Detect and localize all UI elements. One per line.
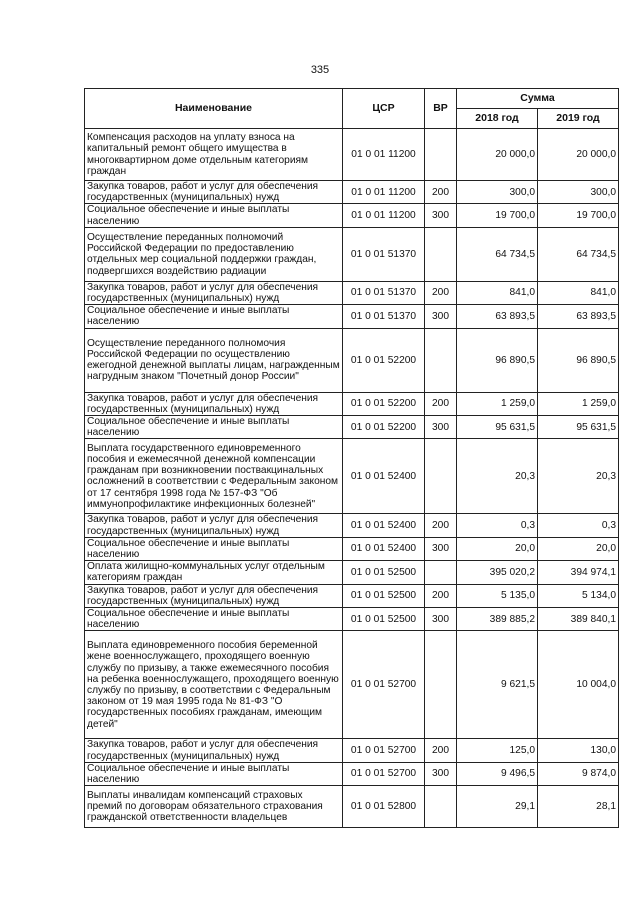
table-row xyxy=(85,181,619,204)
table-row xyxy=(85,305,619,328)
table-body xyxy=(85,129,619,828)
row-amount-2018: 64 734,5 xyxy=(457,227,538,281)
table-row xyxy=(85,392,619,415)
row-vr: 300 xyxy=(425,608,457,631)
header-year-2018: 2018 год xyxy=(457,109,538,129)
row-name: Социальное обеспечение и иные выплаты населению xyxy=(85,204,343,227)
row-amount-2019: 841,0 xyxy=(538,281,619,304)
row-vr: 300 xyxy=(425,537,457,560)
table-row xyxy=(85,584,619,607)
row-name: Осуществление переданных полномочий Российской Федерации по предоставлению отдельных мер социальной поддержки граждан, подвергшихся воздействию радиации xyxy=(85,227,343,281)
row-vr: 300 xyxy=(425,416,457,439)
table-row xyxy=(85,608,619,631)
row-name: Закупка товаров, работ и услуг для обеспечения государственных (муниципальных) нужд xyxy=(85,514,343,537)
row-amount-2019: 1 259,0 xyxy=(538,392,619,415)
row-amount-2019: 19 700,0 xyxy=(538,204,619,227)
row-amount-2018: 29,1 xyxy=(457,786,538,828)
table-row xyxy=(85,439,619,514)
row-csr: 01 0 01 52400 xyxy=(343,537,425,560)
row-amount-2019: 63 893,5 xyxy=(538,305,619,328)
row-csr: 01 0 01 52400 xyxy=(343,514,425,537)
row-amount-2019: 95 631,5 xyxy=(538,416,619,439)
row-name: Компенсация расходов на уплату взноса на капитальный ремонт общего имущества в многоквартирном доме отдельным категориям граждан xyxy=(85,129,343,181)
row-amount-2019: 10 004,0 xyxy=(538,631,619,739)
row-vr xyxy=(425,439,457,514)
table-row xyxy=(85,537,619,560)
row-csr: 01 0 01 52200 xyxy=(343,328,425,392)
header-year-2019: 2019 год xyxy=(538,109,619,129)
row-amount-2018: 300,0 xyxy=(457,181,538,204)
row-amount-2018: 125,0 xyxy=(457,739,538,762)
row-name: Социальное обеспечение и иные выплаты населению xyxy=(85,305,343,328)
row-csr: 01 0 01 52700 xyxy=(343,739,425,762)
table-row xyxy=(85,129,619,181)
row-name: Закупка товаров, работ и услуг для обеспечения государственных (муниципальных) нужд xyxy=(85,281,343,304)
row-amount-2018: 9 496,5 xyxy=(457,762,538,785)
table-row xyxy=(85,762,619,785)
row-name: Закупка товаров, работ и услуг для обеспечения государственных (муниципальных) нужд xyxy=(85,739,343,762)
row-name: Осуществление переданного полномочия Российской Федерации по осуществлению ежегодной денежной выплаты лицам, награжденным нагрудным знаком "Почетный донор России" xyxy=(85,328,343,392)
row-name: Социальное обеспечение и иные выплаты населению xyxy=(85,762,343,785)
row-csr: 01 0 01 11200 xyxy=(343,181,425,204)
row-csr: 01 0 01 52500 xyxy=(343,608,425,631)
row-amount-2018: 19 700,0 xyxy=(457,204,538,227)
page-number: 335 xyxy=(310,64,330,76)
row-amount-2019: 389 840,1 xyxy=(538,608,619,631)
row-amount-2019: 20,3 xyxy=(538,439,619,514)
row-vr xyxy=(425,631,457,739)
row-amount-2018: 96 890,5 xyxy=(457,328,538,392)
table-row xyxy=(85,227,619,281)
row-amount-2018: 841,0 xyxy=(457,281,538,304)
row-amount-2018: 20 000,0 xyxy=(457,129,538,181)
row-amount-2019: 5 134,0 xyxy=(538,584,619,607)
row-vr: 200 xyxy=(425,392,457,415)
table-row xyxy=(85,739,619,762)
row-amount-2019: 9 874,0 xyxy=(538,762,619,785)
row-vr xyxy=(425,328,457,392)
header-vr: ВР xyxy=(425,89,457,129)
row-name: Выплаты инвалидам компенсаций страховых премий по договорам обязательного страхования гражданской ответственности владельцев xyxy=(85,786,343,828)
table-row xyxy=(85,281,619,304)
row-vr: 200 xyxy=(425,514,457,537)
row-name: Оплата жилищно-коммунальных услуг отдельным категориям граждан xyxy=(85,561,343,584)
row-csr: 01 0 01 11200 xyxy=(343,204,425,227)
row-vr: 200 xyxy=(425,584,457,607)
row-csr: 01 0 01 52200 xyxy=(343,392,425,415)
row-csr: 01 0 01 51370 xyxy=(343,305,425,328)
row-amount-2019: 300,0 xyxy=(538,181,619,204)
row-amount-2019: 20 000,0 xyxy=(538,129,619,181)
row-vr xyxy=(425,227,457,281)
header-sum: Сумма xyxy=(457,89,619,109)
row-csr: 01 0 01 52500 xyxy=(343,584,425,607)
header-csr: ЦСР xyxy=(343,89,425,129)
row-csr: 01 0 01 52800 xyxy=(343,786,425,828)
row-name: Закупка товаров, работ и услуг для обеспечения государственных (муниципальных) нужд xyxy=(85,584,343,607)
row-csr: 01 0 01 52700 xyxy=(343,762,425,785)
row-amount-2018: 95 631,5 xyxy=(457,416,538,439)
row-name: Социальное обеспечение и иные выплаты населению xyxy=(85,416,343,439)
row-csr: 01 0 01 52500 xyxy=(343,561,425,584)
row-vr: 200 xyxy=(425,181,457,204)
row-vr xyxy=(425,786,457,828)
row-amount-2019: 64 734,5 xyxy=(538,227,619,281)
row-amount-2018: 0,3 xyxy=(457,514,538,537)
row-vr xyxy=(425,129,457,181)
row-csr: 01 0 01 52700 xyxy=(343,631,425,739)
row-amount-2019: 96 890,5 xyxy=(538,328,619,392)
row-amount-2018: 63 893,5 xyxy=(457,305,538,328)
row-amount-2018: 20,0 xyxy=(457,537,538,560)
row-csr: 01 0 01 51370 xyxy=(343,281,425,304)
row-amount-2019: 130,0 xyxy=(538,739,619,762)
budget-table xyxy=(84,88,619,828)
row-amount-2018: 1 259,0 xyxy=(457,392,538,415)
row-name: Закупка товаров, работ и услуг для обеспечения государственных (муниципальных) нужд xyxy=(85,392,343,415)
row-amount-2018: 9 621,5 xyxy=(457,631,538,739)
table-row xyxy=(85,561,619,584)
table-row xyxy=(85,416,619,439)
table-row xyxy=(85,328,619,392)
row-amount-2018: 20,3 xyxy=(457,439,538,514)
row-name: Выплата единовременного пособия беременной жене военнослужащего, проходящего военную службу по призыву, а также ежемесячного пособия на ребенка военнослужащего, проходящего военную службу по призыву, в соответствии с Федеральным законом от 19 мая 1995 года № 81-ФЗ "О государственных пособиях гражданам, имеющим детей" xyxy=(85,631,343,739)
table-row xyxy=(85,786,619,828)
row-csr: 01 0 01 51370 xyxy=(343,227,425,281)
row-vr: 300 xyxy=(425,762,457,785)
row-amount-2019: 0,3 xyxy=(538,514,619,537)
row-vr: 200 xyxy=(425,281,457,304)
row-vr: 200 xyxy=(425,739,457,762)
table-row xyxy=(85,514,619,537)
table-row xyxy=(85,631,619,739)
row-csr: 01 0 01 52200 xyxy=(343,416,425,439)
row-amount-2018: 389 885,2 xyxy=(457,608,538,631)
row-csr: 01 0 01 11200 xyxy=(343,129,425,181)
row-name: Выплата государственного единовременного пособия и ежемесячной денежной компенсации гражданам при возникновении поствакцинальных осложнений в соответствии с Федеральным законом от 17 сентября 1998 года № 157-ФЗ "Об иммунопрофилактике инфекционных болезней" xyxy=(85,439,343,514)
row-csr: 01 0 01 52400 xyxy=(343,439,425,514)
row-vr xyxy=(425,561,457,584)
table-row xyxy=(85,204,619,227)
row-amount-2018: 395 020,2 xyxy=(457,561,538,584)
row-amount-2019: 28,1 xyxy=(538,786,619,828)
row-amount-2019: 20,0 xyxy=(538,537,619,560)
row-amount-2018: 5 135,0 xyxy=(457,584,538,607)
row-vr: 300 xyxy=(425,204,457,227)
header-name: Наименование xyxy=(85,89,343,129)
row-name: Закупка товаров, работ и услуг для обеспечения государственных (муниципальных) нужд xyxy=(85,181,343,204)
row-name: Социальное обеспечение и иные выплаты населению xyxy=(85,537,343,560)
row-amount-2019: 394 974,1 xyxy=(538,561,619,584)
row-vr: 300 xyxy=(425,305,457,328)
row-name: Социальное обеспечение и иные выплаты населению xyxy=(85,608,343,631)
